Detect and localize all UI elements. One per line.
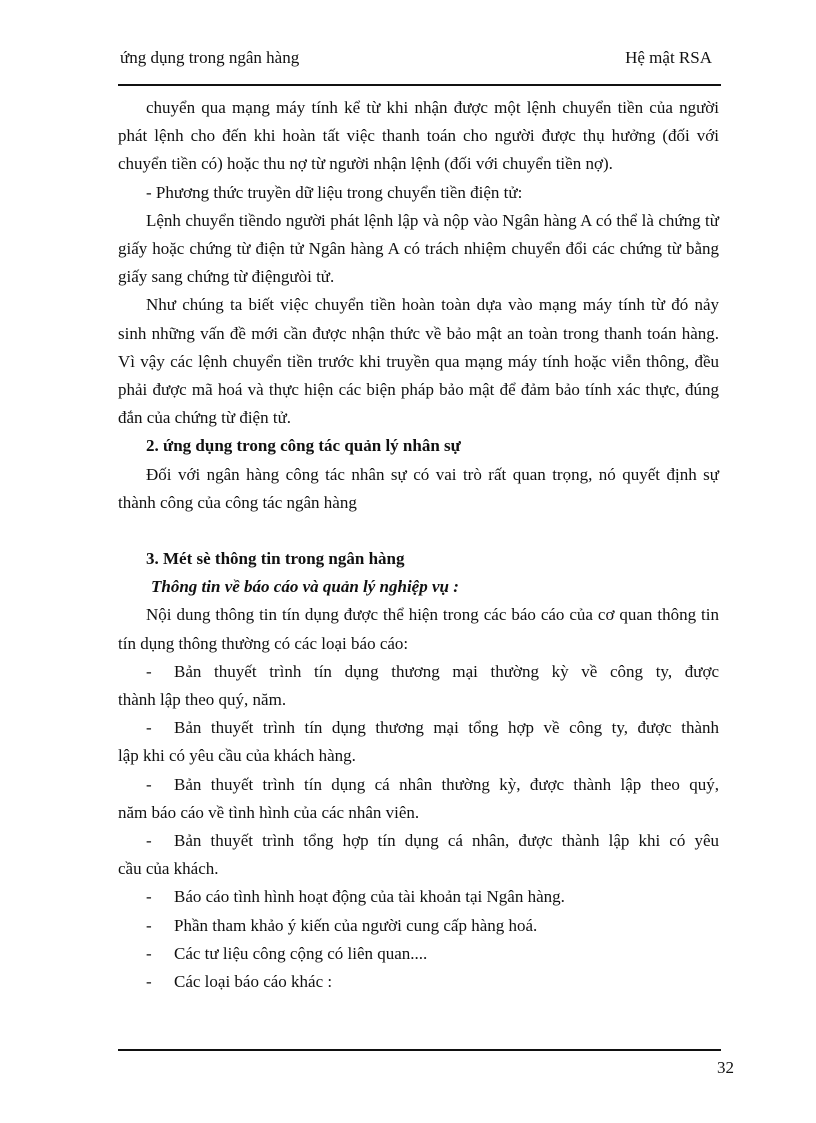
list-item bbox=[118, 714, 719, 770]
list-item bbox=[118, 968, 719, 996]
paragraph-method-heading: - Phương thức truyền dữ liệu trong chuyển tiền điện tử: bbox=[146, 182, 523, 202]
list-item-text: Các tư liệu công cộng có liên quan.... bbox=[174, 943, 428, 963]
paragraph-order: Lệnh chuyển tiềndo người phát lệnh lập và nộp vào Ngân hàng A có thể là chứng từ giấy hoặc chứng từ điện tử Ngân hàng A có trách nhiệm chuyển đổi các chứng từ bằng giấy sang chứng từ điệngưòi tử. bbox=[118, 210, 719, 287]
subsection-heading: Thông tin về báo cáo và quản lý nghiệp vụ : bbox=[151, 577, 459, 597]
list-item-text: Bản thuyết trình tín dụng thương mại thường kỳ về công ty, được bbox=[174, 661, 719, 681]
running-header-title: ứng dụng trong ngân hàng bbox=[120, 48, 300, 67]
page-body bbox=[118, 94, 719, 996]
list-item-text: Phần tham khảo ý kiến của người cung cấp hàng hoá. bbox=[174, 915, 538, 935]
section-heading-3: 3. Mét sè thông tin trong ngân hàng bbox=[146, 549, 405, 569]
list-item-continuation: năm báo cáo về tình hình của các nhân viên. bbox=[118, 802, 420, 822]
list-item-text: Bản thuyết trình tổng hợp tín dụng cá nhân, được thành lập khi có yêu bbox=[174, 831, 719, 851]
list-item-text: Bản thuyết trình tín dụng cá nhân thường kỳ, được thành lập theo quý, bbox=[174, 774, 719, 794]
footer-rule bbox=[118, 1049, 721, 1051]
list-item-continuation: lập khi có yêu cầu của khách hàng. bbox=[118, 746, 356, 766]
list-bullet: - bbox=[146, 831, 152, 851]
list-item bbox=[118, 883, 719, 911]
list-item bbox=[118, 771, 719, 827]
list-bullet: - bbox=[146, 718, 152, 738]
list-item bbox=[118, 912, 719, 940]
section-heading-2: 2. ứng dụng trong công tác quản lý nhân sự bbox=[146, 436, 461, 456]
list-item-text: Báo cáo tình hình hoạt động của tài khoản tại Ngân hàng. bbox=[174, 887, 565, 907]
paragraph-transfer: chuyển qua mạng máy tính kể từ khi nhận được một lệnh chuyển tiền của người phát lệnh cho đến khi hoàn tất việc thanh toán cho người được thụ hưởng (đối với chuyển tiền có) hoặc thu nợ từ người nhận lệnh (đối với chuyển tiền nợ). bbox=[118, 98, 719, 174]
paragraph-personnel: Đối với ngân hàng công tác nhân sự có vai trò rất quan trọng, nó quyết định sự thành công của công tác ngân hàng bbox=[118, 464, 719, 512]
list-item-text: Các loại báo cáo khác : bbox=[174, 972, 333, 992]
page-number: 32 bbox=[717, 1058, 734, 1077]
list-item-text: Bản thuyết trình tín dụng thương mại tổng hợp về công ty, được thành bbox=[174, 718, 719, 738]
list-item bbox=[118, 940, 719, 968]
header-rule bbox=[118, 84, 721, 86]
list-item-continuation: cầu của khách. bbox=[118, 859, 219, 879]
paragraph-report-types: Nội dung thông tin tín dụng được thể hiện trong các báo cáo của cơ quan thông tin tín dụng thông thường có các loại báo cáo: bbox=[118, 605, 719, 653]
list-bullet: - bbox=[146, 887, 152, 907]
paragraph-security: Như chúng ta biết việc chuyển tiền hoàn toàn dựa vào mạng máy tính từ đó nảy sinh những vấn đề mới cần được nhận thức về bảo mật an toàn trong thanh toán hàng. Vì vậy các lệnh chuyển tiền trước khi truyền qua mạng máy tính hoặc viễn thông, đều phải được mã hoá và thực hiện các biện pháp bảo mật để đảm bảo tính xác thực, đúng đắn của chứng từ điện tử. bbox=[118, 295, 719, 428]
list-bullet: - bbox=[146, 972, 152, 992]
list-bullet: - bbox=[146, 774, 152, 794]
running-header-chapter: Hệ mật RSA bbox=[625, 48, 712, 67]
list-bullet: - bbox=[146, 943, 152, 963]
list-item bbox=[118, 658, 719, 714]
list-bullet: - bbox=[146, 915, 152, 935]
list-bullet: - bbox=[146, 661, 152, 681]
list-item bbox=[118, 827, 719, 883]
blank-line bbox=[118, 517, 719, 545]
list-item-continuation: thành lập theo quý, năm. bbox=[118, 690, 287, 710]
